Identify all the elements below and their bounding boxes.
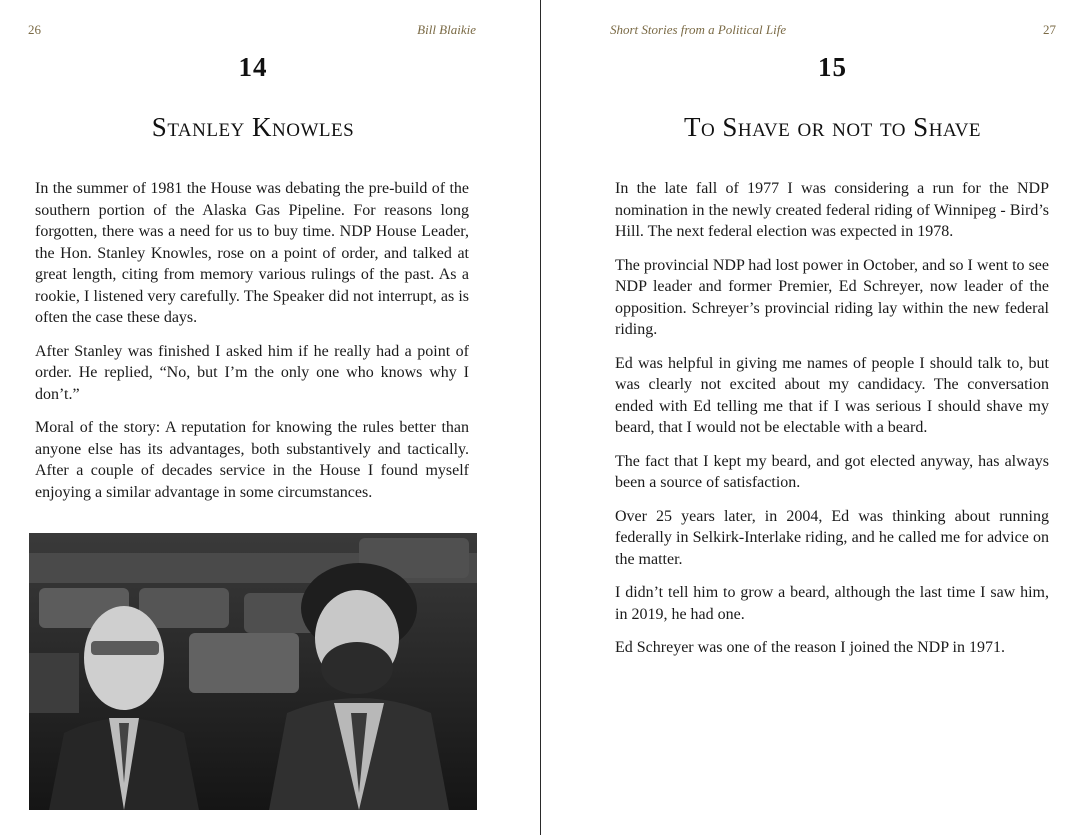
paragraph: In the late fall of 1977 I was considering a run for the NDP nomination in the newly created federal riding of Winnipeg - Bird’s Hill. The next federal election was expected in 1978.	[615, 180, 1049, 240]
right-body-text	[615, 178, 1049, 671]
chapter-title-stanley-knowles: Stanley Knowles	[151, 112, 355, 142]
paragraph: Ed Schreyer was one of the reason I joined the NDP in 1971.	[615, 639, 1005, 656]
photo-two-men-in-house-of-commons	[29, 533, 477, 810]
paragraph: In the summer of 1981 the House was debating the pre-build of the southern portion of the Alaska Gas Pipeline. For reasons long forgotten, there was a need for us to buy time. NDP House Leader, the Hon. Stanley Knowles, rose on a point of order, and talked at great length, citing from memory various rulings of the past. As a rookie, I listened very carefully. The Speaker did not interrupt, as is often the case these days.	[35, 180, 469, 326]
page-number-left: 26	[28, 22, 41, 37]
chapter-title-to-shave: To Shave or not to Shave	[683, 112, 982, 142]
chapter-number-15: 15	[818, 52, 847, 82]
paragraph: Ed was helpful in giving me names of people I should talk to, but was clearly not excited about my candidacy. The conversation ended with Ed telling me that if I was serious I should shave my beard, that I would not be electable with a beard.	[615, 354, 1049, 436]
paragraph: I didn’t tell him to grow a beard, although the last time I saw him, in 2019, he had one.	[615, 584, 1049, 623]
paragraph: Moral of the story: A reputation for knowing the rules better than anyone else has its advantages, both substantively and tactically. After a couple of decades service in the House I found myself enjoying a similar advantage in some circumstances.	[35, 419, 469, 501]
page-number-right: 27	[1043, 22, 1056, 37]
paragraph: After Stanley was finished I asked him if he really had a point of order. He replied, “No, but I’m the only one who knows why I don’t.”	[35, 342, 469, 403]
photo-illustration	[29, 533, 477, 810]
left-body-text	[35, 178, 469, 515]
paragraph: The provincial NDP had lost power in October, and so I went to see NDP leader and former Premier, Ed Schreyer, now leader of the opposition. Schreyer’s provincial riding lay within the new federal riding.	[615, 256, 1049, 338]
paragraph: The fact that I kept my beard, and got elected anyway, has always been a source of satisfaction.	[615, 452, 1049, 491]
running-header-book-title: Short Stories from a Political Life	[610, 22, 787, 37]
running-header-author: Bill Blaikie	[417, 22, 476, 37]
right-page	[541, 0, 1080, 835]
paragraph: Over 25 years later, in 2004, Ed was thinking about running federally in Selkirk-Interlake riding, and he called me for advice on the matter.	[615, 507, 1049, 568]
chapter-number-14: 14	[238, 52, 268, 82]
